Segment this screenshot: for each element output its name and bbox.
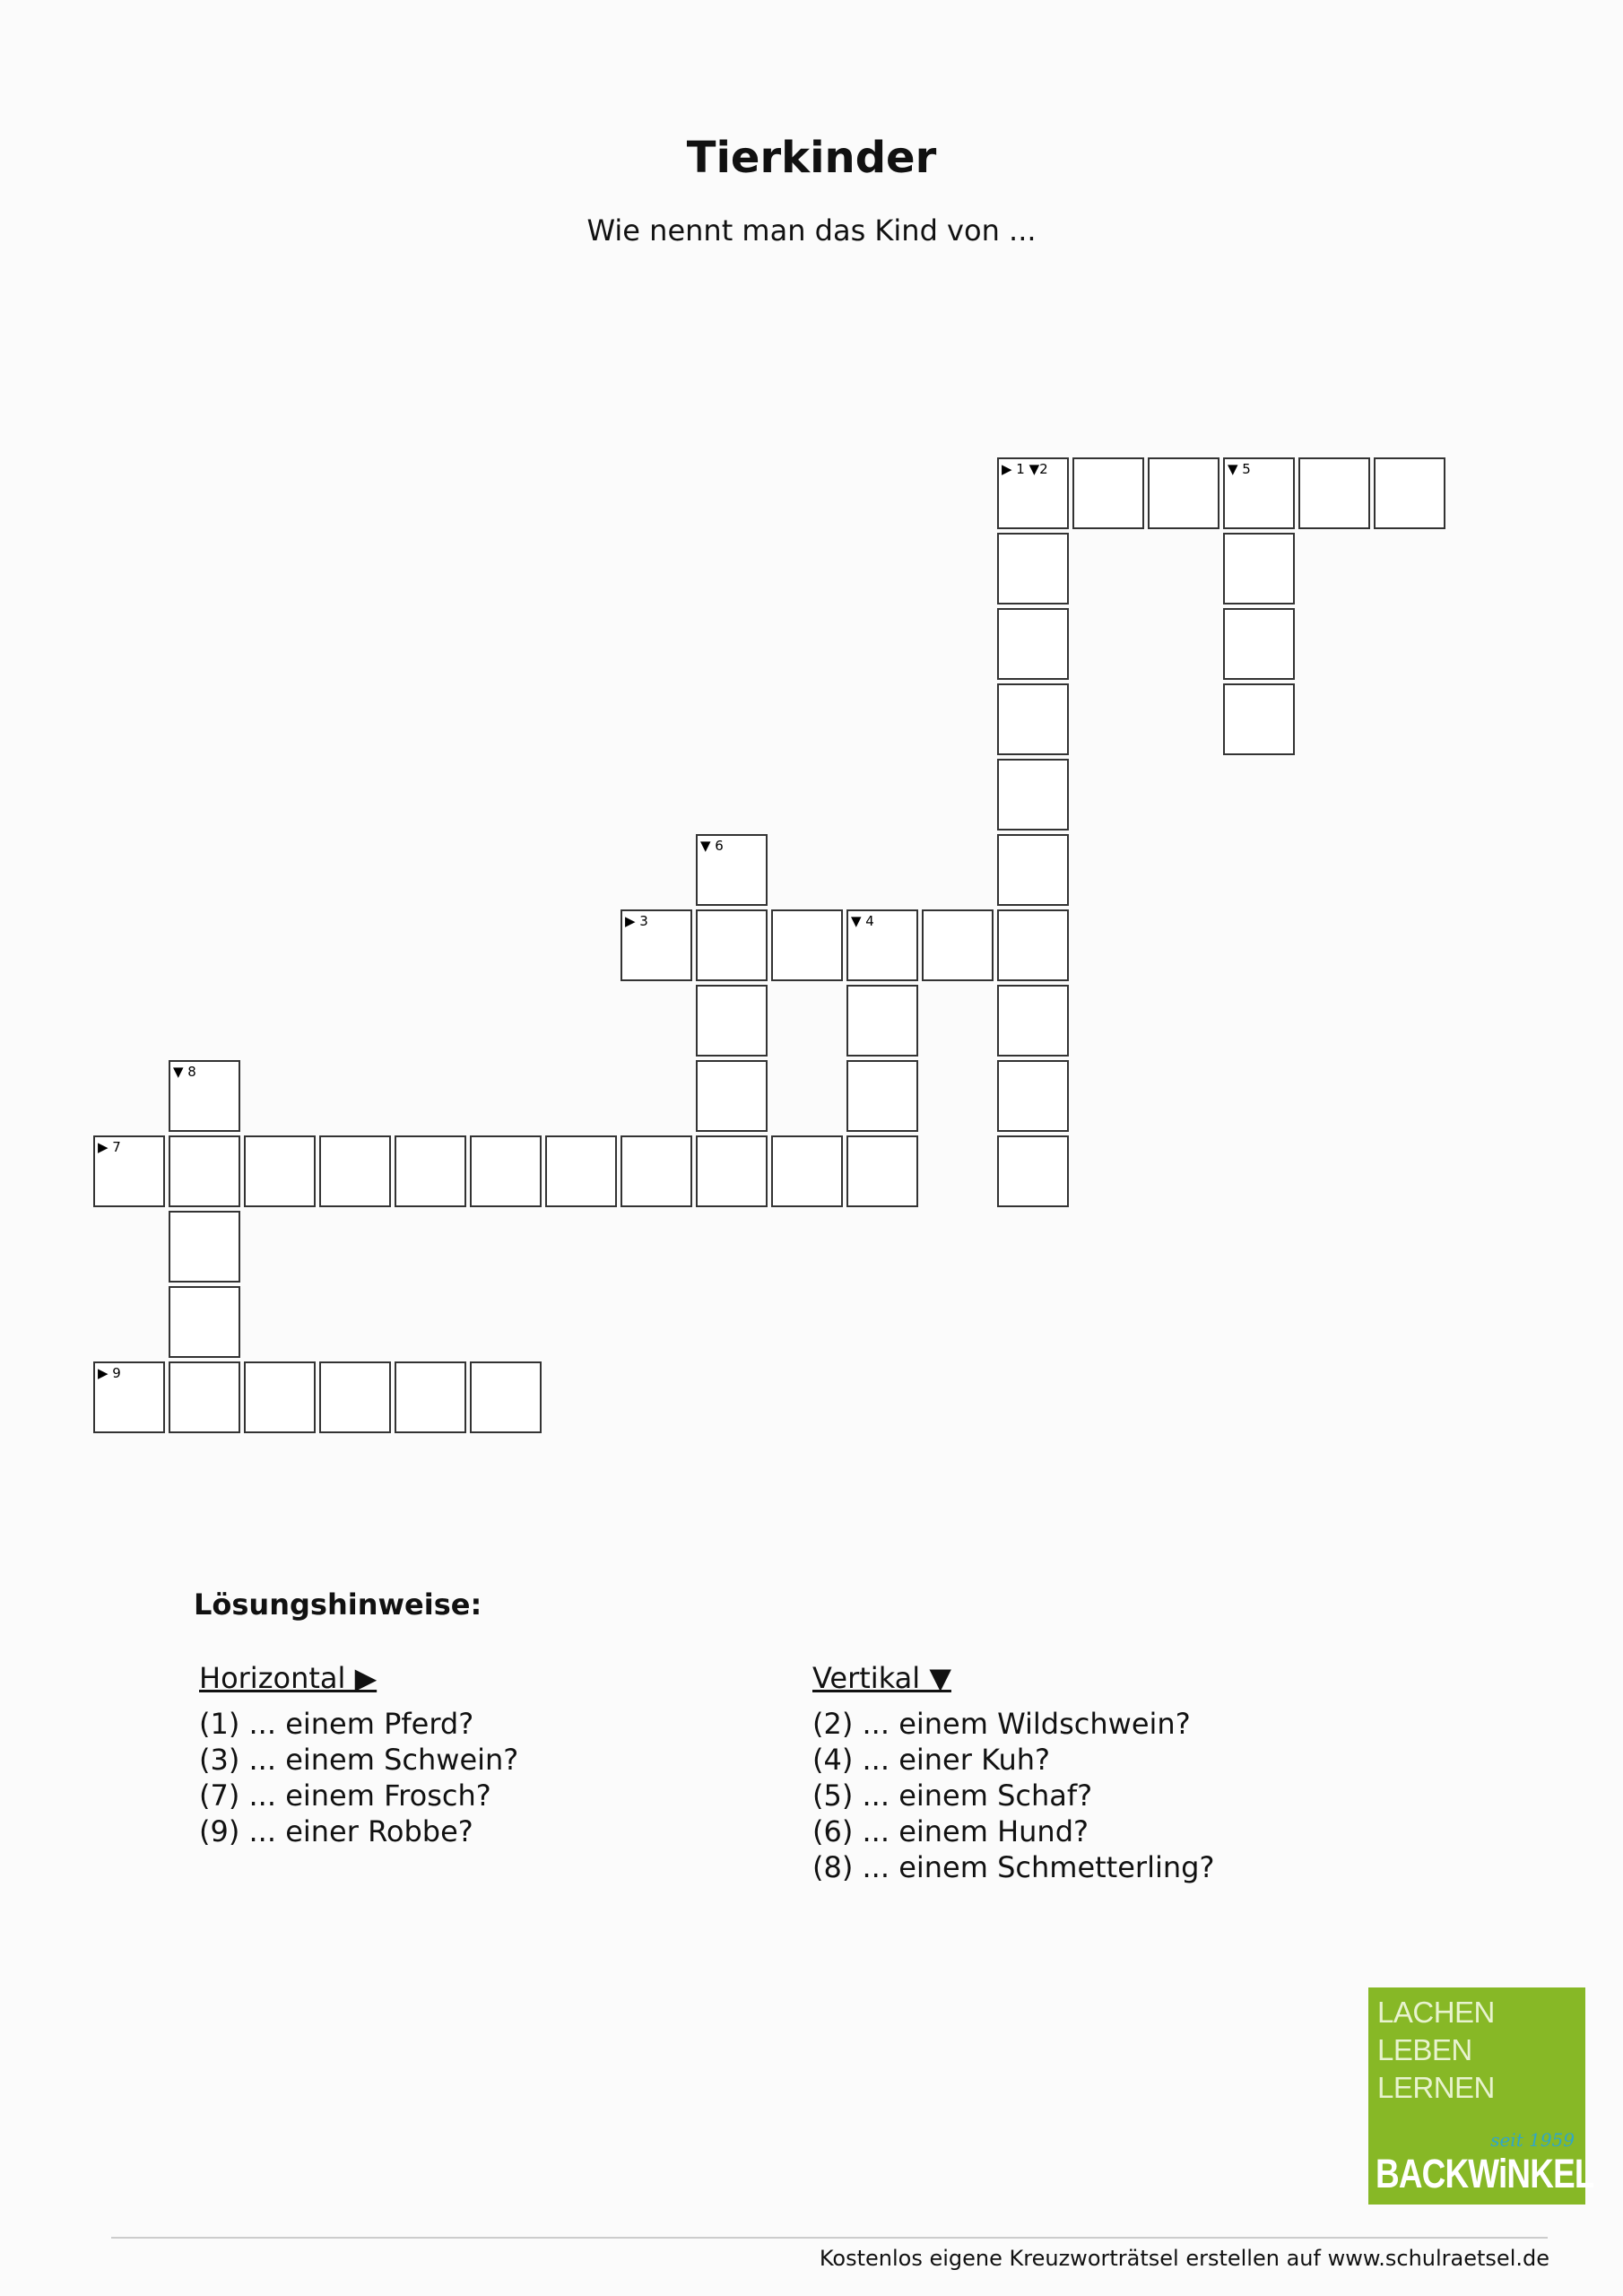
horizontal-clues-heading: Horizontal ▶ xyxy=(199,1661,378,1695)
vertical-clues-heading: Vertikal ▼ xyxy=(812,1661,951,1695)
crossword-cell[interactable] xyxy=(997,985,1069,1057)
clue-number-label: ▶ 7 xyxy=(98,1139,121,1155)
footer-divider xyxy=(111,2237,1548,2239)
footer-text: Kostenlos eigene Kreuzworträtsel erstellen auf www.schulraetsel.de xyxy=(819,2246,1549,2271)
crossword-cell[interactable] xyxy=(997,834,1069,906)
logo-slogan-line: LACHEN xyxy=(1377,1996,1495,2029)
clue-number-label: ▼ 8 xyxy=(173,1064,196,1080)
logo-slogan-line: LERNEN xyxy=(1377,2071,1495,2104)
clue-item: (3) ... einem Schwein? xyxy=(199,1743,519,1777)
crossword-cell[interactable] xyxy=(1223,457,1295,529)
logo-slogan-line: LEBEN xyxy=(1377,2033,1472,2066)
crossword-cell[interactable] xyxy=(696,1060,768,1132)
crossword-cell[interactable] xyxy=(1148,457,1219,529)
crossword-cell[interactable] xyxy=(997,909,1069,981)
clue-item: (8) ... einem Schmetterling? xyxy=(812,1850,1215,1884)
crossword-cell[interactable] xyxy=(1223,683,1295,755)
crossword-cell[interactable] xyxy=(696,1135,768,1207)
crossword-cell[interactable] xyxy=(1374,457,1445,529)
crossword-cell[interactable] xyxy=(169,1286,240,1358)
crossword-cell[interactable] xyxy=(244,1135,316,1207)
crossword-cell[interactable] xyxy=(93,1361,165,1433)
clue-item: (2) ... einem Wildschwein? xyxy=(812,1707,1191,1741)
crossword-cell[interactable] xyxy=(319,1361,391,1433)
crossword-cell[interactable] xyxy=(997,1135,1069,1207)
crossword-cell[interactable] xyxy=(922,909,994,981)
crossword-cell[interactable] xyxy=(169,1060,240,1132)
crossword-cell[interactable] xyxy=(846,1135,918,1207)
crossword-cell[interactable] xyxy=(1223,608,1295,680)
crossword-cell[interactable] xyxy=(1298,457,1370,529)
crossword-cell[interactable] xyxy=(997,683,1069,755)
vertical-clue-list xyxy=(812,1706,1214,1885)
logo-since: seit 1959 xyxy=(1490,2129,1575,2151)
crossword-cell[interactable] xyxy=(997,1060,1069,1132)
crossword-cell[interactable] xyxy=(771,1135,843,1207)
clue-number-label: ▼ 6 xyxy=(700,838,724,854)
crossword-cell[interactable] xyxy=(846,909,918,981)
crossword-cell[interactable] xyxy=(470,1135,542,1207)
horizontal-clue-list xyxy=(199,1706,518,1849)
crossword-cell[interactable] xyxy=(395,1361,466,1433)
clue-item: (7) ... einem Frosch? xyxy=(199,1779,491,1813)
clue-item: (5) ... einem Schaf? xyxy=(812,1779,1093,1813)
clue-number-label: ▼ 5 xyxy=(1228,461,1251,477)
clue-item: (4) ... einer Kuh? xyxy=(812,1743,1050,1777)
crossword-cell[interactable] xyxy=(244,1361,316,1433)
crossword-cell[interactable] xyxy=(846,985,918,1057)
page-title: Tierkinder xyxy=(686,133,937,183)
clue-item: (1) ... einem Pferd? xyxy=(199,1707,474,1741)
logo-brand: BACKWiNKEL xyxy=(1376,2151,1594,2196)
crossword-cell[interactable] xyxy=(169,1361,240,1433)
crossword-cell[interactable] xyxy=(997,759,1069,831)
page-subtitle: Wie nennt man das Kind von ... xyxy=(586,213,1037,248)
crossword-cell[interactable] xyxy=(169,1135,240,1207)
crossword-cell[interactable] xyxy=(621,909,692,981)
crossword-cell[interactable] xyxy=(169,1211,240,1283)
crossword-cell[interactable] xyxy=(395,1135,466,1207)
crossword-cell[interactable] xyxy=(1223,533,1295,604)
crossword-cell[interactable] xyxy=(696,834,768,906)
clue-number-label: ▶ 1 ▼2 xyxy=(1002,461,1048,477)
backwinkel-logo xyxy=(1368,1987,1594,2205)
crossword-cell[interactable] xyxy=(997,533,1069,604)
crossword-cell[interactable] xyxy=(696,909,768,981)
crossword-cell[interactable] xyxy=(696,985,768,1057)
crossword-cell[interactable] xyxy=(470,1361,542,1433)
crossword-cell[interactable] xyxy=(545,1135,617,1207)
hints-title: Lösungshinweise: xyxy=(194,1587,482,1622)
crossword-cell[interactable] xyxy=(621,1135,692,1207)
clue-number-label: ▼ 4 xyxy=(851,913,874,929)
clue-item: (6) ... einem Hund? xyxy=(812,1814,1089,1848)
crossword-cell[interactable] xyxy=(319,1135,391,1207)
crossword-cell[interactable] xyxy=(997,457,1069,529)
crossword-cell[interactable] xyxy=(846,1060,918,1132)
crossword-cell[interactable] xyxy=(1072,457,1144,529)
clue-item: (9) ... einer Robbe? xyxy=(199,1814,473,1848)
crossword-cell[interactable] xyxy=(997,608,1069,680)
crossword-cell[interactable] xyxy=(771,909,843,981)
clue-number-label: ▶ 9 xyxy=(98,1365,121,1381)
clue-number-label: ▶ 3 xyxy=(625,913,648,929)
crossword-cell[interactable] xyxy=(93,1135,165,1207)
